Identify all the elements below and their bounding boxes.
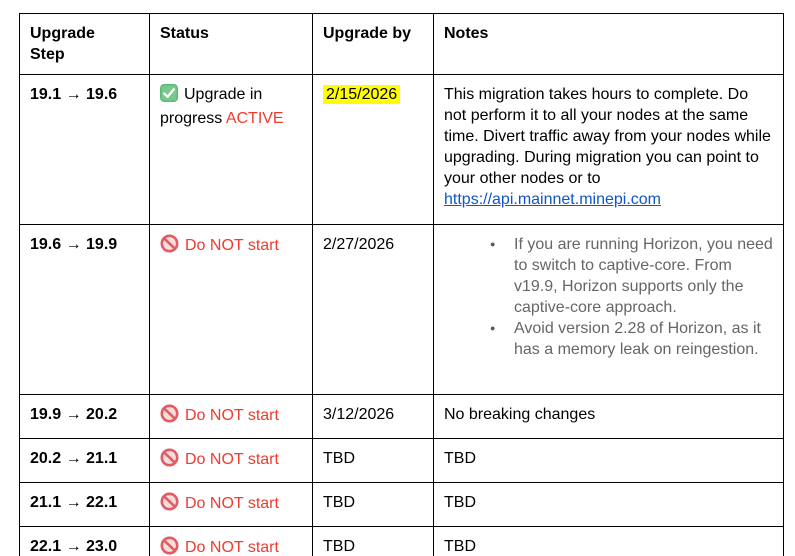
upgrade-by-cell <box>313 75 434 225</box>
status-label: Do NOT start <box>185 237 279 254</box>
prohibited-icon <box>160 234 179 259</box>
table-row <box>20 483 784 527</box>
notes-cell <box>434 225 784 395</box>
header-upgrade-step: Upgrade Step <box>20 14 150 75</box>
upgrade-by-cell: 2/27/2026 <box>313 225 434 395</box>
upgrade-by-cell: TBD <box>313 483 434 527</box>
table-row <box>20 225 784 395</box>
step-cell: 19.1 → 19.6 <box>20 75 150 225</box>
status-badge: ACTIVE <box>225 110 284 127</box>
header-upgrade-by: Upgrade by <box>313 14 434 75</box>
notes-cell: TBD <box>434 439 784 483</box>
notes-cell: TBD <box>434 483 784 527</box>
status-label: Do NOT start <box>185 407 279 424</box>
bullet-text: Avoid version 2.28 of Horizon, as it has a memory leak on reingestion. <box>514 320 761 358</box>
status-label: Do NOT start <box>185 495 279 512</box>
prohibited-icon <box>160 448 179 473</box>
table-row <box>20 439 784 483</box>
highlighted-date: 2/15/2026 <box>323 85 400 104</box>
status-cell <box>150 439 313 483</box>
check-icon <box>160 84 178 108</box>
notes-cell: No breaking changes <box>434 395 784 439</box>
upgrade-by-cell: TBD <box>313 527 434 556</box>
prohibited-icon <box>160 536 179 556</box>
upgrade-by-cell: TBD <box>313 439 434 483</box>
notes-cell: TBD <box>434 527 784 556</box>
table-row <box>20 527 784 556</box>
step-cell: 19.6 → 19.9 <box>20 225 150 395</box>
step-cell: 21.1 → 22.1 <box>20 483 150 527</box>
bullet-text: If you are running Horizon, you need to switch to captive-core. From v19.9, Horizon supports only the captive-core approach. <box>514 236 773 316</box>
table-row <box>20 75 784 225</box>
step-cell: 22.1 → 23.0 <box>20 527 150 556</box>
notes-cell <box>434 75 784 225</box>
status-label: Upgrade in progress <box>160 86 263 127</box>
list-item <box>490 318 773 360</box>
status-cell <box>150 527 313 556</box>
status-cell <box>150 75 313 225</box>
header-status: Status <box>150 14 313 75</box>
step-cell: 20.2 → 21.1 <box>20 439 150 483</box>
table-header-row <box>20 14 784 75</box>
upgrade-by-cell: 3/12/2026 <box>313 395 434 439</box>
notes-text: This migration takes hours to complete. Do not perform it to all your nodes at the same time. Divert traffic away from your nodes while upgrading. During migration you can point to your other nodes or to <box>444 86 771 187</box>
step-cell: 19.9 → 20.2 <box>20 395 150 439</box>
status-label: Do NOT start <box>185 539 279 556</box>
status-cell <box>150 225 313 395</box>
header-notes: Notes <box>434 14 784 75</box>
prohibited-icon <box>160 404 179 429</box>
upgrade-schedule-table <box>19 13 784 556</box>
status-cell <box>150 395 313 439</box>
prohibited-icon <box>160 492 179 517</box>
status-cell <box>150 483 313 527</box>
list-item <box>490 234 773 318</box>
table-row <box>20 395 784 439</box>
mainnet-api-link[interactable]: https://api.mainnet.minepi.com <box>444 191 661 208</box>
status-label: Do NOT start <box>185 451 279 468</box>
bullet-icon: ● <box>490 323 496 333</box>
notes-bullet-list <box>444 234 773 360</box>
bullet-icon: ● <box>490 239 496 249</box>
